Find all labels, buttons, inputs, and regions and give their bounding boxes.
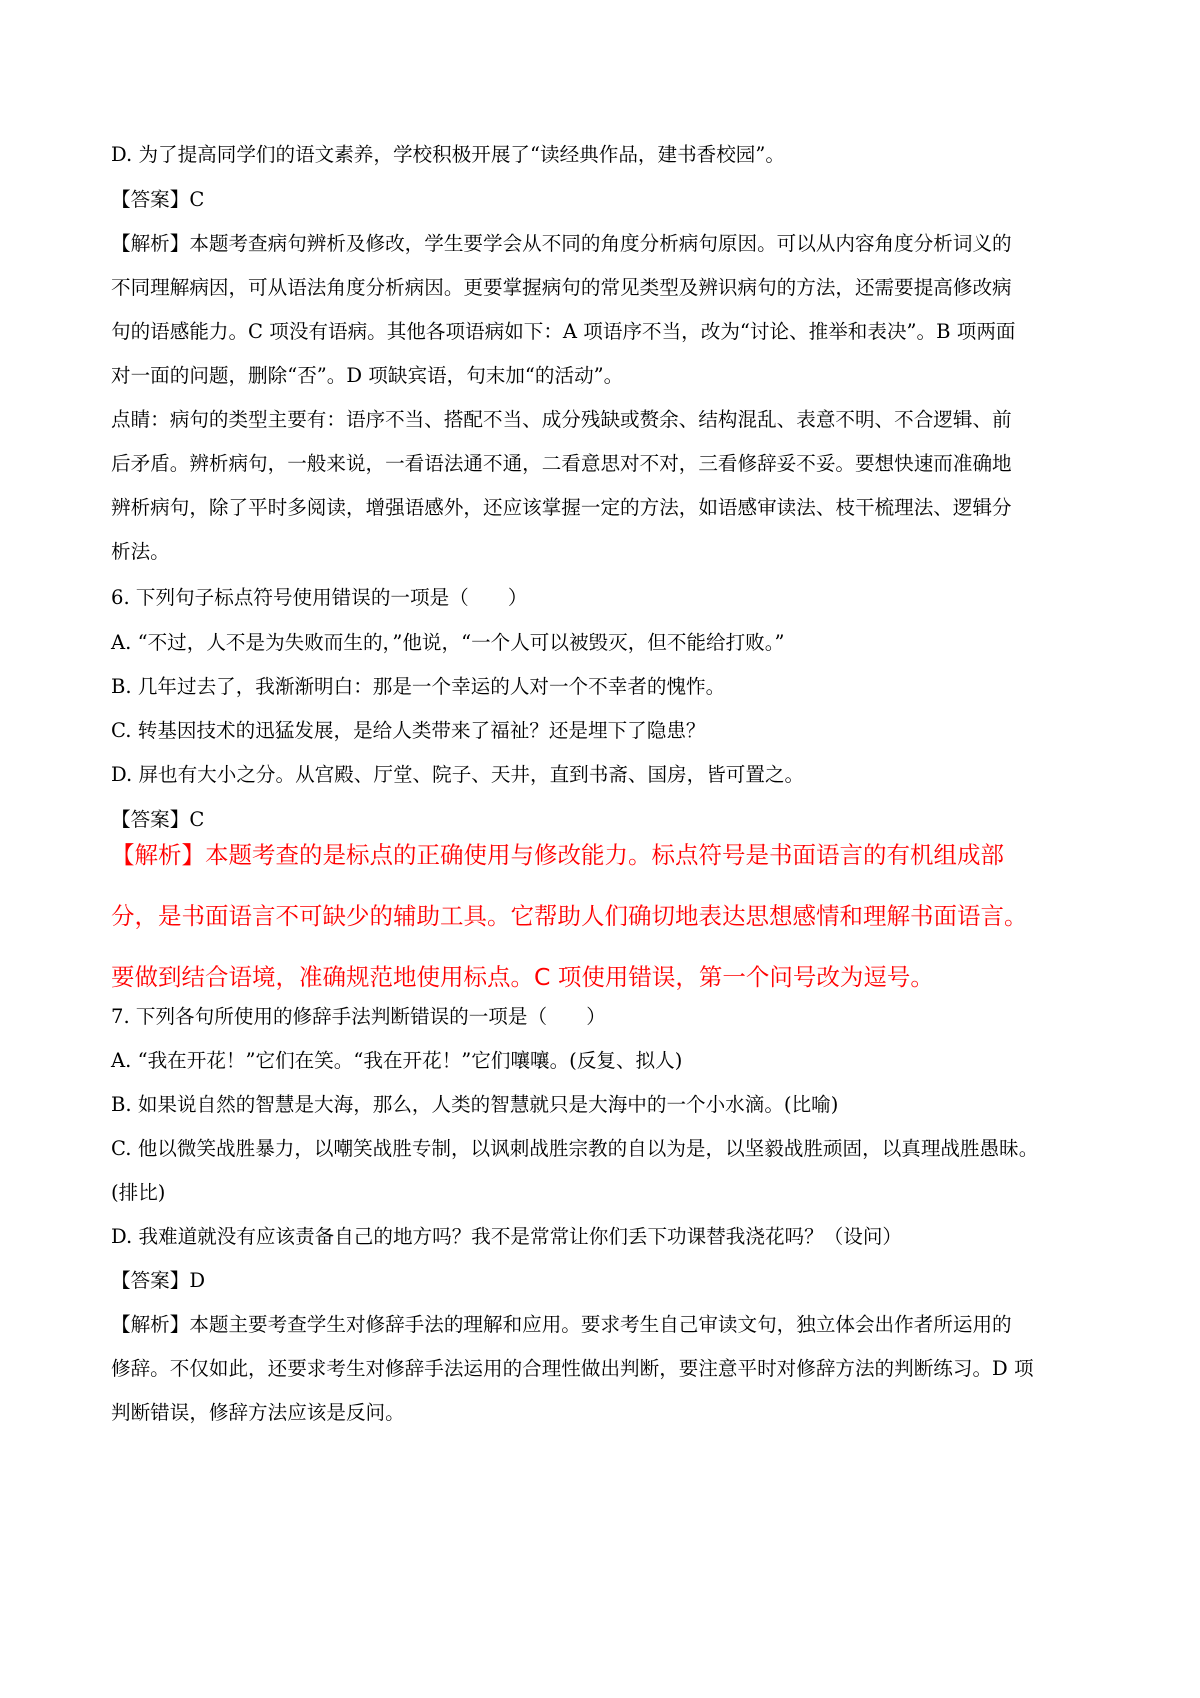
q6-analysis-line-3: 要做到结合语境，准确规范地使用标点。C 项使用错误，第一个问号改为逗号。 [111, 963, 934, 991]
q5-analysis-line-2: 不同理解病因，可从语法角度分析病因。更要掌握病句的常见类型及辨识病句的方法，还需要提高修改病 [111, 276, 1012, 299]
q6-option-b: B. 几年过去了，我渐渐明白：那是一个幸运的人对一个不幸者的愧怍。 [111, 675, 726, 698]
q6-option-c: C. 转基因技术的迅猛发展，是给人类带来了福祉？还是埋下了隐患？ [111, 719, 706, 742]
q5-option-d: D. 为了提高同学们的语文素养，学校积极开展了“读经典作品，建书香校园”。 [111, 143, 785, 166]
q5-analysis-line-3: 句的语感能力。C 项没有语病。其他各项语病如下：A 项语序不当，改为“讨论、推举和表决”。B 项两面 [111, 320, 1016, 343]
q7-analysis-line-1: 【解析】本题主要考查学生对修辞手法的理解和应用。要求考生自己审读文句，独立体会出作者所运用的 [111, 1313, 1012, 1336]
q6-option-d: D. 屏也有大小之分。从宫殿、厅堂、院子、天井，直到书斋、国房，皆可置之。 [111, 763, 805, 786]
q7-option-b: B. 如果说自然的智慧是大海，那么，人类的智慧就只是大海中的一个小水滴。(比喻) [111, 1093, 839, 1116]
q6-stem: 6. 下列句子标点符号使用错误的一项是（ ） [111, 586, 528, 609]
q5-analysis-line-4: 对一面的问题，删除“否”。D 项缺宾语，句末加“的活动”。 [111, 364, 624, 387]
q7-option-c-line-1: C. 他以微笑战胜暴力，以嘲笑战胜专制，以讽刺战胜宗教的自以为是，以坚毅战胜顽固，以真理战胜愚昧。 [111, 1137, 1039, 1160]
q5-tips-line-3: 辨析病句，除了平时多阅读，增强语感外，还应该掌握一定的方法，如语感审读法、枝干梳理法、逻辑分 [111, 496, 1012, 519]
q5-analysis-line-1: 【解析】本题考查病句辨析及修改，学生要学会从不同的角度分析病句原因。可以从内容角度分析词义的 [111, 232, 1012, 255]
q7-option-d: D. 我难道就没有应该责备自己的地方吗？我不是常常让你们丢下功课替我浇花吗？（设问） [111, 1225, 902, 1248]
q5-tips-line-2: 后矛盾。辨析病句，一般来说，一看语法通不通，二看意思对不对，三看修辞妥不妥。要想快速而准确地 [111, 452, 1012, 475]
q6-option-a: A. “不过，人不是为失败而生的，”他说，“一个人可以被毁灭，但不能给打败。” [111, 631, 785, 654]
q7-stem: 7. 下列各句所使用的修辞手法判断错误的一项是（ ） [111, 1005, 606, 1028]
q6-answer: 【答案】C [111, 808, 205, 831]
q5-tips-line-4: 析法。 [111, 540, 170, 563]
q7-analysis-line-2: 修辞。不仅如此，还要求考生对修辞手法运用的合理性做出判断，要注意平时对修辞方法的判断练习。D 项 [111, 1357, 1034, 1380]
q5-answer: 【答案】C [111, 188, 205, 211]
q6-analysis-line-1: 【解析】本题考查的是标点的正确使用与修改能力。标点符号是书面语言的有机组成部 [111, 841, 1004, 869]
q7-option-a: A. “我在开花！”它们在笑。“我在开花！”它们嚷嚷。(反复、拟人) [111, 1049, 683, 1072]
q7-analysis-line-3: 判断错误，修辞方法应该是反问。 [111, 1401, 405, 1424]
q6-analysis-line-2: 分，是书面语言不可缺少的辅助工具。它帮助人们确切地表达思想感情和理解书面语言。 [111, 902, 1028, 930]
q7-answer: 【答案】D [111, 1269, 206, 1292]
q5-tips-line-1: 点睛：病句的类型主要有：语序不当、搭配不当、成分残缺或赘余、结构混乱、表意不明、不合逻辑、前 [111, 408, 1012, 431]
q7-option-c-line-2: (排比) [111, 1181, 166, 1204]
